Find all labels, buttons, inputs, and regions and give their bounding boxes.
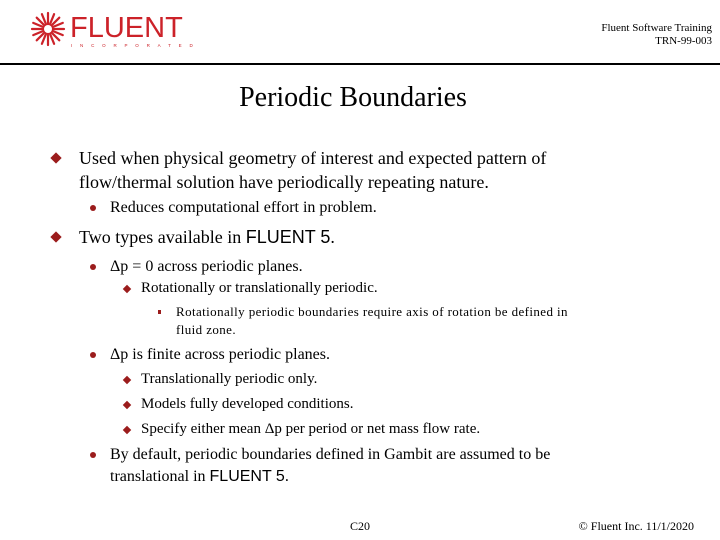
bullet-1-1-text: Reduces computational effort in problem. [110, 199, 377, 216]
logo-wordmark: FLUENT [70, 12, 183, 44]
bullet-dot-icon [90, 264, 96, 270]
bullet-2-2-1-text: Translationally periodic only. [141, 371, 318, 387]
bullet-2-3-product: FLUENT 5 [209, 468, 285, 485]
bullet-2-1-1-text: Rotationally or translationally periodic. [141, 280, 378, 296]
bullet-dot-icon [90, 452, 96, 458]
bullet-1-text-continued: flow/thermal solution have periodically repeating nature. [79, 172, 489, 192]
fluent-starburst-logo-icon [30, 11, 66, 47]
bullet-2-1-1-1-text-continued: fluid zone. [176, 322, 236, 337]
copyright-notice: © Fluent Inc. 11/1/2020 [578, 519, 694, 533]
bullet-diamond-icon [50, 231, 61, 242]
bullet-dot-icon [90, 352, 96, 358]
bullet-square-icon [123, 401, 131, 409]
bullet-2-1-1-1-text: Rotationally periodic boundaries require axis of rotation be defined in [176, 304, 568, 319]
bullet-tiny-icon [158, 310, 161, 314]
bullet-2-3-suffix: . [284, 468, 289, 485]
logo-subtitle: INCORPORATED [71, 43, 201, 48]
bullet-2-text [79, 225, 335, 249]
bullet-2-2-3-text: Specify either mean Δp per period or net mass flow rate. [141, 421, 481, 437]
bullet-dot-icon [90, 205, 96, 211]
training-line-2: TRN-99-003 [655, 35, 712, 47]
bullet-2-3-text: By default, periodic boundaries defined in Gambit are assumed to be [110, 446, 551, 463]
bullet-square-icon [123, 285, 131, 293]
bullet-2-2-text: Δp is finite across periodic planes. [110, 346, 331, 363]
bullet-2-2-2-text: Models fully developed conditions. [141, 396, 354, 412]
bullet-1-text: Used when physical geometry of interest and expected pattern of [79, 148, 547, 168]
bullet-square-icon [123, 376, 131, 384]
bullet-2-prefix: Two types available in [79, 227, 246, 247]
header-divider [0, 63, 720, 65]
bullet-diamond-icon [50, 152, 61, 163]
bullet-2-3-prefix: translational in [110, 468, 210, 485]
bullet-2-suffix: . [330, 227, 335, 247]
training-line-1: Fluent Software Training [601, 22, 712, 34]
bullet-2-3-text-continued [110, 467, 289, 487]
training-label [601, 22, 712, 48]
bullet-square-icon [123, 426, 131, 434]
page-number: C20 [350, 519, 371, 533]
fluent-logo [30, 11, 201, 48]
slide-title: Periodic Boundaries [239, 82, 467, 113]
bullet-2-product: FLUENT 5 [245, 227, 331, 247]
bullet-2-1-text: Δp = 0 across periodic planes. [110, 258, 303, 275]
